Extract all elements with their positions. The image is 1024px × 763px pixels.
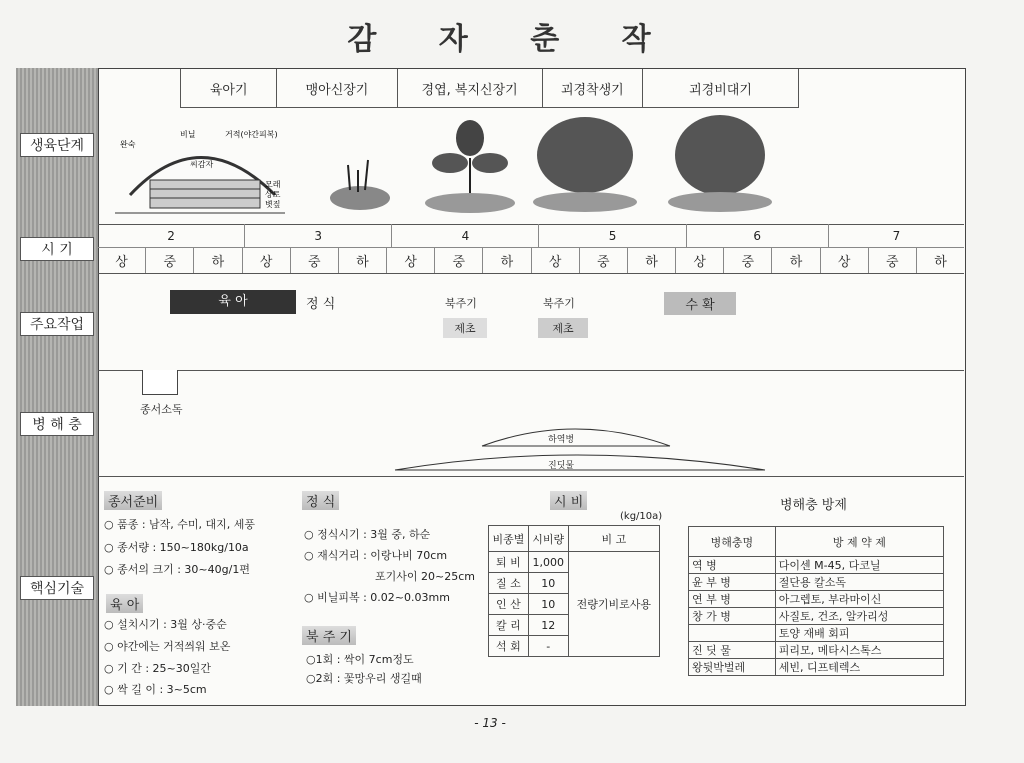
table-cell: 아그렙토, 부라마이신 [775, 591, 943, 608]
row-label-growth-stage: 생육단계 [20, 133, 94, 157]
pest-seed-disinfect: 종서소독 [140, 403, 183, 416]
period-cell: 하 [483, 247, 531, 273]
tech-item: ○ 비닐피복 : 0.02~0.03mm [304, 591, 450, 604]
tech-item: ○ 정식시기 : 3월 중, 하순 [304, 528, 431, 541]
month-cell: 3 [245, 224, 392, 247]
tech-item: ○ 설치시기 : 3월 상·중순 [104, 618, 227, 631]
plant-illustration-medium [530, 110, 640, 215]
task-weeding-2: 제초 [538, 318, 588, 338]
tech-item: ○ 종서량 : 150~180kg/10a [104, 541, 249, 554]
period-cell: 하 [772, 247, 820, 273]
task-harvest-bar: 수 확 [664, 292, 736, 315]
divider [98, 370, 964, 371]
tech-item: ○1회 : 싹이 7cm정도 [306, 653, 414, 666]
month-cell: 5 [539, 224, 686, 247]
table-cell: 윤 부 병 [689, 574, 776, 591]
tech-item: ○ 야간에는 거적씌워 보온 [104, 640, 231, 653]
table-header: 시비량 [528, 526, 568, 552]
table-cell: 12 [528, 615, 568, 636]
table-cell: 칼 리 [489, 615, 529, 636]
stage-label: 경엽, 복지신장기 [398, 69, 543, 107]
table-cell: 10 [528, 573, 568, 594]
pest-control-table [688, 526, 944, 676]
table-cell: 퇴 비 [489, 552, 529, 573]
period-cell: 상 [243, 247, 291, 273]
period-cell: 하 [934, 254, 947, 270]
section-seed-prep: 종서준비 [104, 491, 162, 510]
period-cell: 하 [628, 247, 676, 273]
plant-illustration-small [420, 118, 520, 218]
row-label-period: 시 기 [20, 237, 94, 261]
table-cell: 왕뒷박벌레 [689, 659, 776, 676]
stage-label: 맹아신장기 [277, 69, 397, 107]
table-cell: 역 병 [689, 557, 776, 574]
pest-late-blight: 하역병 [548, 435, 575, 445]
table-cell: 다이센 M-45, 다코닐 [775, 557, 943, 574]
period-cell: 하 [339, 247, 387, 273]
fertilizer-unit: (kg/10a) [620, 511, 663, 522]
stage-label: 괴경비대기 [689, 82, 752, 98]
period-cell: 상 [821, 247, 869, 273]
table-header: 비종별 [489, 526, 529, 552]
table-cell: 석 회 [489, 636, 529, 657]
table-cell: 전량기비로사용 [568, 552, 659, 657]
table-cell: 인 산 [489, 594, 529, 615]
table-cell: 피리모, 메타시스톡스 [775, 642, 943, 659]
table-header: 비 고 [568, 526, 659, 552]
period-cell: 상 [532, 247, 580, 273]
section-pest-control: 병해충 방제 [780, 498, 847, 513]
page-number: - 13 - [474, 716, 506, 730]
table-cell [689, 625, 776, 642]
tech-item: 포기사이 20~25cm [375, 570, 475, 583]
tech-item: ○ 종서의 크기 : 30~40g/1편 [104, 563, 250, 576]
task-hilling-2: 북주기 [543, 297, 575, 310]
seedbed-illustration [110, 125, 290, 220]
task-weeding-1: 제초 [443, 318, 487, 338]
seedbed-label: 완숙 [120, 140, 136, 149]
seedbed-label: 거적(야간피복) [225, 130, 278, 139]
seedbed-label: 모래 [265, 180, 281, 189]
period-cell: 상 [387, 247, 435, 273]
section-nursery: 육 아 [106, 594, 143, 613]
section-fertilizer: 시 비 [550, 491, 587, 510]
tech-item: ○ 기 간 : 25~30일간 [104, 662, 212, 675]
period-cell: 하 [194, 247, 242, 273]
stage-label: 육아기 [181, 69, 277, 107]
section-planting: 정 식 [302, 491, 339, 510]
task-planting: 정 식 [306, 297, 336, 312]
table-cell: 창 가 병 [689, 608, 776, 625]
seedbed-label: 비닐 [180, 130, 196, 139]
table-cell: 사질토, 건조, 알카리성 [775, 608, 943, 625]
pest-aphid: 진딧물 [548, 461, 575, 471]
tech-item: ○ 품종 : 남작, 수미, 대지, 세풍 [104, 518, 256, 531]
tech-item: ○2회 : 꽃망우리 생길때 [306, 672, 422, 685]
table-cell: 10 [528, 594, 568, 615]
period-cell: 중 [291, 247, 339, 273]
period-cell: 중 [435, 247, 483, 273]
growth-stage-header [180, 69, 799, 108]
month-cell: 2 [98, 224, 245, 247]
month-cell: 7 [892, 228, 901, 243]
sprouting-illustration [320, 150, 400, 215]
seed-disinfect-marker [142, 370, 178, 395]
seedbed-label: 볏짚 [265, 200, 281, 209]
tech-item: ○ 재식거리 : 이랑나비 70cm [304, 549, 448, 562]
period-cell: 중 [869, 247, 917, 273]
period-cell: 중 [146, 247, 194, 273]
period-cell: 중 [724, 247, 772, 273]
table-cell: 질 소 [489, 573, 529, 594]
table-cell: 진 딧 물 [689, 642, 776, 659]
row-label-pests: 병 해 충 [20, 412, 94, 436]
page-title: 감 자 춘 작 [347, 22, 677, 57]
table-cell: - [528, 636, 568, 657]
month-cell: 4 [392, 224, 539, 247]
period-cell: 상 [676, 247, 724, 273]
tech-item: ○ 싹 길 이 : 3~5cm [104, 683, 207, 696]
month-row [98, 224, 964, 248]
seedbed-label: 씨감자 [190, 160, 214, 169]
table-cell: 절단용 칼소독 [775, 574, 943, 591]
month-cell: 6 [687, 224, 829, 247]
divider [98, 273, 964, 274]
table-header: 병해충명 [689, 527, 776, 557]
table-cell: 토양 재배 회피 [775, 625, 943, 642]
row-label-column [16, 68, 99, 706]
period-cell: 중 [580, 247, 628, 273]
pest-period-curves [390, 420, 770, 475]
row-label-core-tech: 핵심기술 [20, 576, 94, 600]
divider [98, 476, 964, 477]
third-row [98, 247, 964, 273]
seedbed-label: 상토 [265, 190, 281, 199]
period-cell: 상 [98, 247, 146, 273]
plant-illustration-large [665, 110, 775, 215]
section-hilling: 북 주 기 [302, 626, 356, 645]
task-hilling-1: 북주기 [445, 297, 477, 310]
table-cell: 세빈, 디프테렉스 [775, 659, 943, 676]
task-nursery-bar: 육 아 [170, 290, 296, 314]
fertilizer-table [488, 525, 660, 657]
row-label-main-work: 주요작업 [20, 312, 94, 336]
table-cell: 1,000 [528, 552, 568, 573]
stage-label: 괴경착생기 [543, 69, 643, 107]
table-cell: 연 부 병 [689, 591, 776, 608]
table-header: 방 제 약 제 [775, 527, 943, 557]
